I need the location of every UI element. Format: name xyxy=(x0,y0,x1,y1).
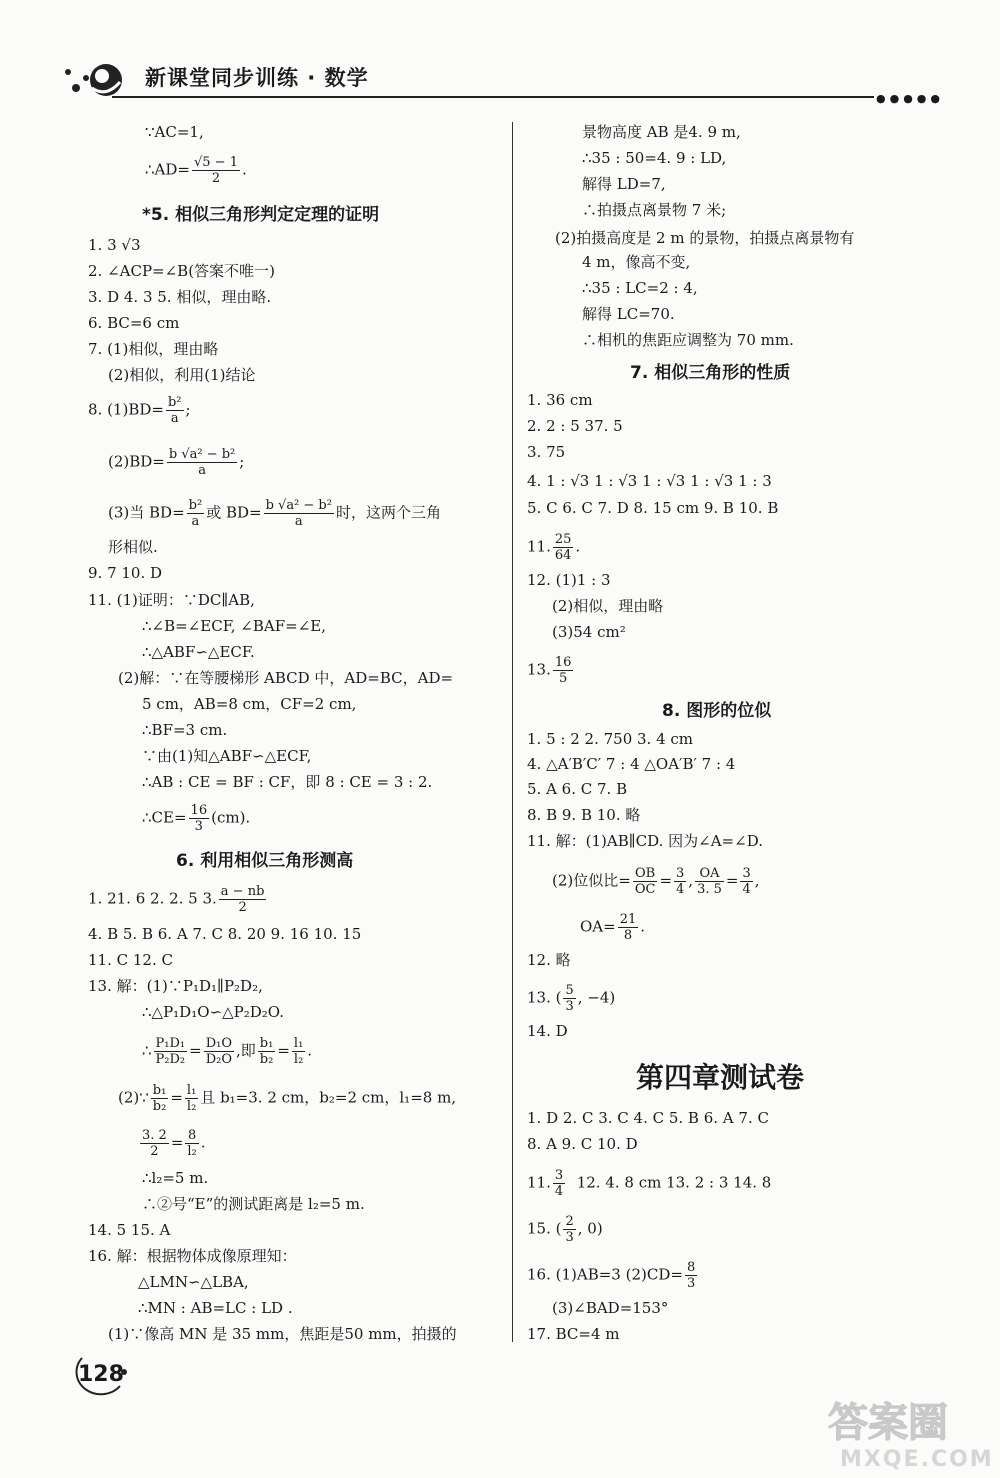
answer-line: 11. C 12. C xyxy=(88,951,173,969)
answer-line: 11. 解：(1)AB∥CD. 因为∠A=∠D. xyxy=(527,832,763,850)
answer-line: 13. 解：(1)∵P₁D₁∥P₂D₂, xyxy=(88,977,263,995)
column-divider xyxy=(512,122,513,1342)
answer-line: ∴BF=3 cm. xyxy=(142,721,228,739)
answer-line: (2)∵ $\frac{\text{b₁}}{\text{b₂}}$ = $\frac{\text{l₁}}{\text{l₂}}$ 且 b₁=3. 2 cm，b₂=2 cm，l₁=8 m, xyxy=(118,1083,457,1114)
answer-line: ∴35 : LC=2 : 4, xyxy=(582,279,698,297)
answer-line: 4. △A′B′C′ 7 : 4 △OA′B′ 7 : 4 xyxy=(527,755,736,773)
answer-line: 7. (1)相似，理由略 xyxy=(88,340,219,358)
answer-line: 9. 7 10. D xyxy=(88,564,163,582)
answer-line: (2)位似比= $\frac{OB}{OC}$ = $\frac{3}{4}$ , $\frac{OA}{3. 5}$ = $\frac{3}{4}$ , xyxy=(552,866,760,897)
answer-line: (3)54 cm² xyxy=(552,623,626,641)
answer-line: ∴相机的焦距应调整为 70 mm. xyxy=(582,331,794,349)
answer-line: OA= $\frac{21}{8}$ . xyxy=(580,912,646,943)
answer-line: ∴AD= $\frac{√5 - 1}{2}$ . xyxy=(145,155,247,186)
answer-line: ∴拍摄点离景物 7 米; xyxy=(582,201,727,219)
answer-line: ∴ $\frac{\text{P₁D₁}}{\text{P₂D₂}}$ = $\frac{\text{D₁O}}{\text{D₂O}}$ ,即 $\frac{\text{b₁}}{\text{b₂}}$ = $\frac{\text{l₁}}{\text{l₂}}$ . xyxy=(142,1036,313,1067)
answer-line: 13. $\frac{16}{5}$ xyxy=(527,655,572,686)
answer-line: 3. D 4. 3 5. 相似，理由略. xyxy=(88,288,272,306)
answer-line: 2. 2 : 5 37. 5 xyxy=(527,417,623,435)
answer-line: (3)∠BAD=153° xyxy=(552,1299,669,1317)
answer-line: 4 m，像高不变, xyxy=(582,253,691,271)
answer-line: 8. (1)BD= $\frac{\text{b²}}{a}$ ; xyxy=(88,395,191,426)
section-heading: 8. 图形的位似 xyxy=(662,701,772,721)
answer-line: 5. C 6. C 7. D 8. 15 cm 9. B 10. B xyxy=(527,499,779,517)
answer-line: 4. 1 : √3 1 : √3 1 : √3 1 : √3 1 : 3 xyxy=(527,472,772,490)
answer-line: 1. 3 √3 xyxy=(88,236,141,254)
answer-line: 形相似. xyxy=(108,538,158,556)
answer-line: 11. (1)证明：∵DC∥AB, xyxy=(88,591,255,609)
answer-line: 8. B 9. B 10. 略 xyxy=(527,806,641,824)
answer-line: (2)相似，利用(1)结论 xyxy=(108,366,256,384)
answer-line: 5. A 6. C 7. B xyxy=(527,780,628,798)
answer-line: ∴CE= $\frac{16}{3}$ (cm). xyxy=(142,803,251,834)
answer-line: 1. 36 cm xyxy=(527,391,593,409)
answer-line: $\frac{3. 2}{2}$ = $\frac{8}{\text{l₂}}$ . xyxy=(142,1128,206,1159)
answer-line: (2)拍摄高度是 2 m 的景物，拍摄点离景物有 xyxy=(555,229,855,247)
answer-line: 11. $\frac{25}{64}$ . xyxy=(527,532,581,563)
header-title: 新课堂同步训练 · 数学 xyxy=(145,66,369,90)
answer-line: 16. 解：根据物体成像原理知： xyxy=(88,1247,297,1265)
answer-line: 1. 21. 6 2. 2. 5 3. $\frac{a - nb}{2}$ xyxy=(88,884,265,915)
answer-line: 16. (1)AB=3 (2)CD= $\frac{8}{3}$ xyxy=(527,1260,696,1291)
answer-line: 5 cm，AB=8 cm，CF=2 cm, xyxy=(142,695,357,713)
answer-line: ∵AC=1, xyxy=(145,123,204,141)
answer-line: ∴②号“E”的测试距离是 l₂=5 m. xyxy=(142,1195,365,1213)
section-heading: *5. 相似三角形判定定理的证明 xyxy=(142,205,380,225)
answer-line: 13. ( $\frac{5}{3}$ , −4) xyxy=(527,983,616,1014)
answer-line: (3)当 BD= $\frac{\text{b²}}{a}$ 或 BD= $\frac{\text{b √a² − b²}}{a}$ 时，这两个三角 xyxy=(108,498,441,529)
answer-line: 解得 LC=70. xyxy=(582,305,675,323)
answer-line: 8. A 9. C 10. D xyxy=(527,1135,638,1153)
answer-line: △LMN∽△LBA, xyxy=(138,1273,249,1291)
answer-line: 12. (1)1 : 3 xyxy=(527,571,611,589)
answer-line: ∴AB : CE = BF : CF，即 8 : CE = 3 : 2. xyxy=(142,773,433,791)
answer-line: 15. ( $\frac{2}{3}$ , 0) xyxy=(527,1214,603,1245)
answer-line: (2)解：∵在等腰梯形 ABCD 中，AD=BC，AD= xyxy=(118,669,454,687)
answer-line: 景物高度 AB 是4. 9 m, xyxy=(582,123,741,141)
answer-line: 1. 5 : 2 2. 750 3. 4 cm xyxy=(527,730,694,748)
answer-line: ∴∠B=∠ECF, ∠BAF=∠E, xyxy=(142,617,326,635)
section-heading: 7. 相似三角形的性质 xyxy=(630,363,791,383)
answer-line: (1)∵像高 MN 是 35 mm，焦距是50 mm，拍摄的 xyxy=(108,1325,457,1343)
answer-line: ∴35 : 50=4. 9 : LD, xyxy=(582,149,727,167)
answer-line: ∴l₂=5 m. xyxy=(142,1169,209,1187)
chapter-title: 第四章测试卷 xyxy=(636,1061,805,1094)
answer-line: (2)相似，理由略 xyxy=(552,597,664,615)
answer-line: 14. D xyxy=(527,1022,568,1040)
watermark-bottom: MXQE.COM xyxy=(840,1447,994,1472)
answer-line: 11. $\frac{3}{4}$ 12. 4. 8 cm 13. 2 : 3 14. 8 xyxy=(527,1168,772,1199)
answer-line: (2)BD= $\frac{\text{b √a² − b²}}{a}$ ; xyxy=(108,447,245,478)
section-heading: 6. 利用相似三角形测高 xyxy=(176,851,354,871)
answer-line: 14. 5 15. A xyxy=(88,1221,171,1239)
answer-line: 4. B 5. B 6. A 7. C 8. 20 9. 16 10. 15 xyxy=(88,925,362,943)
answer-line: 17. BC=4 m xyxy=(527,1325,620,1343)
answer-line: ∴MN : AB=LC : LD . xyxy=(138,1299,293,1317)
header-dots: ●●●●● xyxy=(876,92,944,105)
answer-line: ∴△ABF∽△ECF. xyxy=(142,643,255,661)
answer-line: 1. D 2. C 3. C 4. C 5. B 6. A 7. C xyxy=(527,1109,769,1127)
watermark-top: 答案圈 xyxy=(828,1400,948,1446)
answer-line: ∴△P₁D₁O∽△P₂D₂O. xyxy=(142,1003,284,1021)
page-number: 128 xyxy=(78,1362,124,1387)
answer-line: 6. BC=6 cm xyxy=(88,314,180,332)
answer-line: 2. ∠ACP=∠B(答案不唯一) xyxy=(88,262,275,280)
answer-line: 3. 75 xyxy=(527,443,566,461)
header-rule xyxy=(112,96,874,98)
answer-line: 解得 LD=7, xyxy=(582,175,666,193)
answer-line: ∵由(1)知△ABF∽△ECF, xyxy=(142,747,312,765)
answer-line: 12. 略 xyxy=(527,951,571,969)
watermark-logo xyxy=(820,1390,995,1472)
